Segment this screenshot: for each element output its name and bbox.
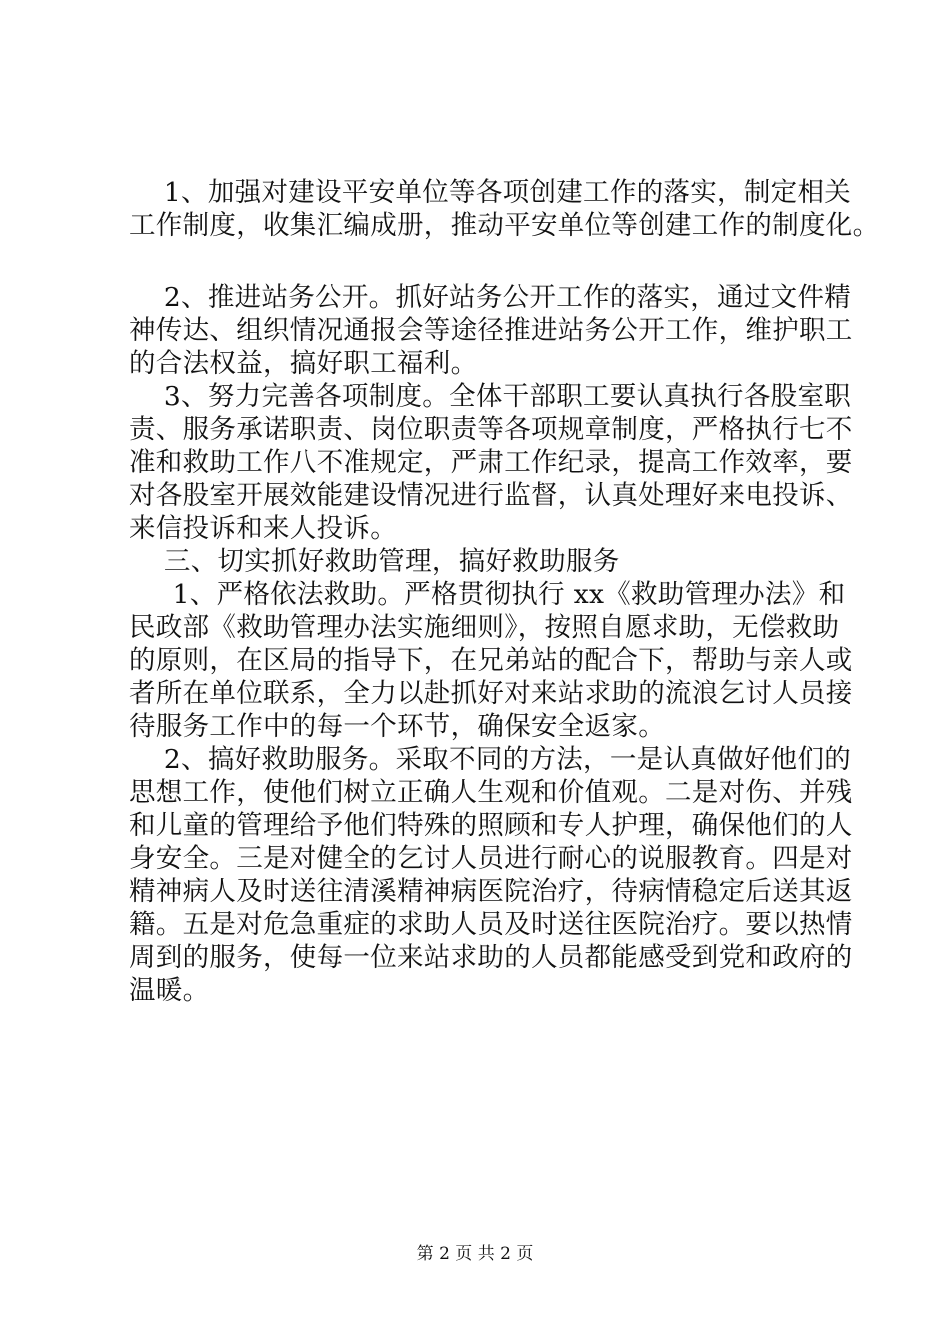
text-line: 周到的服务，使每一位来站求助的人员都能感受到党和政府的: [129, 942, 853, 973]
text-line: 思想工作，使他们树立正确人生观和价值观。二是对伤、并残: [129, 777, 853, 808]
text-line: 温暖。: [129, 975, 210, 1006]
text-line: 工作制度，收集汇编成册，推动平安单位等创建工作的制度化。: [129, 210, 880, 241]
page-number-footer: 第 2 页 共 2 页: [416, 1244, 534, 1264]
text-line: 1、严格依法救助。严格贯彻执行 xx《救助管理办法》和: [129, 579, 846, 610]
text-line: 准和救助工作八不准规定，严肃工作纪录，提高工作效率，要: [129, 447, 853, 478]
paragraph-gap: [129, 242, 841, 281]
text-line: 精神病人及时送往清溪精神病医院治疗，待病情稳定后送其返: [129, 876, 853, 907]
text-line: 对各股室开展效能建设情况进行监督，认真处理好来电投诉、: [129, 480, 853, 511]
text-line: 的原则，在区局的指导下，在兄弟站的配合下，帮助与亲人或: [129, 645, 853, 676]
text-line: 2、搞好救助服务。采取不同的方法，一是认真做好他们的: [129, 744, 852, 775]
text-line: 待服务工作中的每一个环节，确保安全返家。: [129, 711, 665, 742]
text-line: 来信投诉和来人投诉。: [129, 513, 397, 544]
document-body: [129, 176, 880, 1007]
text-line: 身安全。三是对健全的乞讨人员进行耐心的说服教育。四是对: [129, 843, 853, 874]
text-line: 责、服务承诺职责、岗位职责等各项规章制度，严格执行七不: [129, 414, 853, 445]
text-line: 者所在单位联系，全力以赴抓好对来站求助的流浪乞讨人员接: [129, 678, 853, 709]
text-line: 民政部《救助管理办法实施细则》，按照自愿求助，无偿救助: [129, 612, 840, 643]
text-line: 2、推进站务公开。抓好站务公开工作的落实，通过文件精: [129, 282, 852, 313]
text-line: 神传达、组织情况通报会等途径推进站务公开工作，维护职工: [129, 315, 853, 346]
text-line: 的合法权益，搞好职工福利。: [129, 348, 478, 379]
section-heading: 三、切实抓好救助管理，搞好救助服务: [129, 546, 620, 577]
text-line: 1、加强对建设平安单位等各项创建工作的落实，制定相关: [129, 177, 852, 208]
text-line: 3、努力完善各项制度。全体干部职工要认真执行各股室职: [129, 381, 852, 412]
text-line: 和儿童的管理给予他们特殊的照顾和专人护理，确保他们的人: [129, 810, 853, 841]
text-line: 籍。五是对危急重症的求助人员及时送往医院治疗。要以热情: [129, 909, 853, 940]
